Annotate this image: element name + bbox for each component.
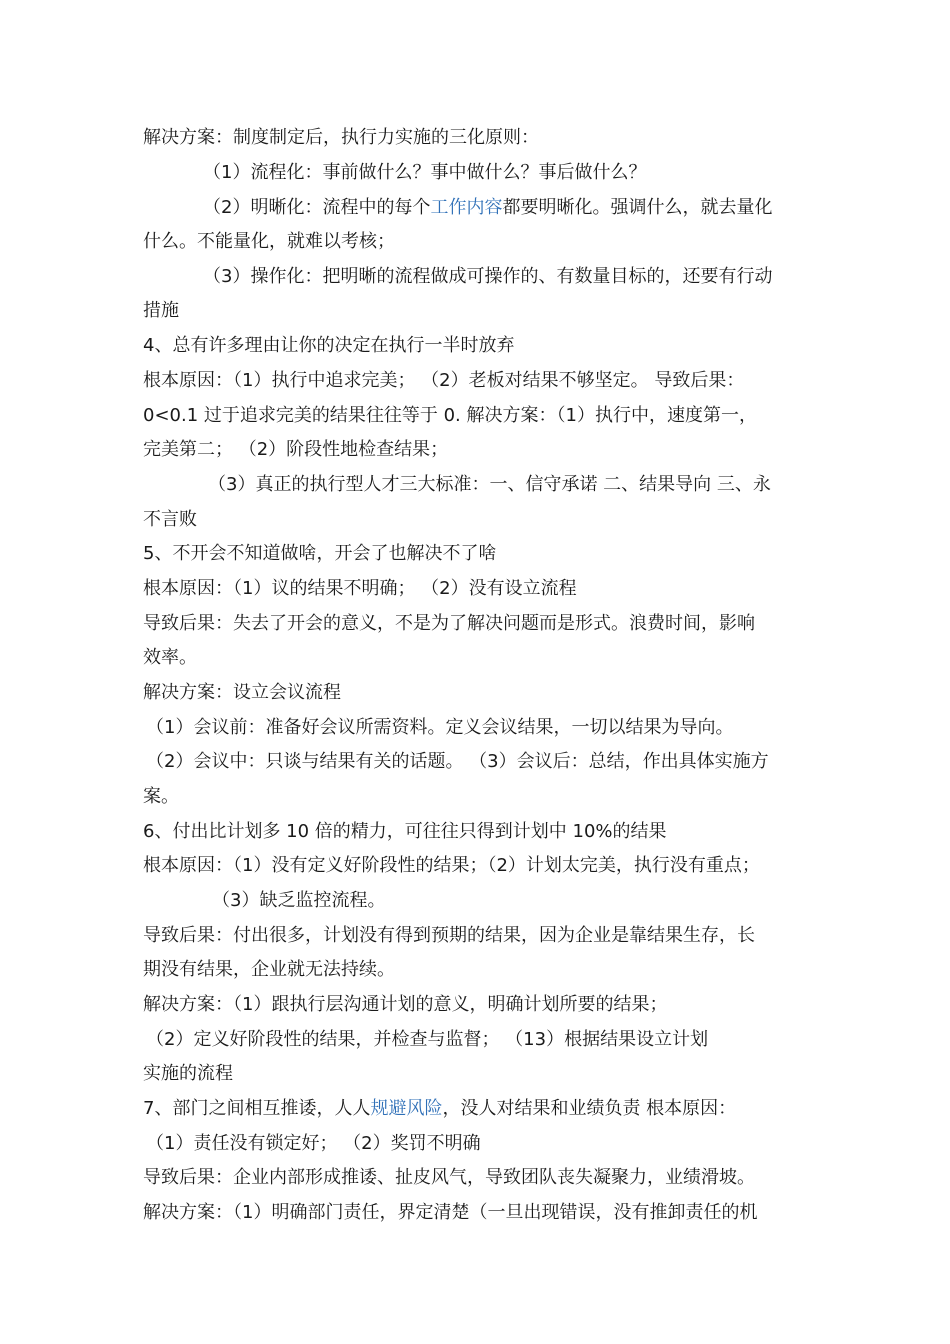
text-line: 根本原因：（1）执行中追求完美； （2）老板对结果不够坚定。 导致后果： — [143, 370, 745, 391]
keyword-link[interactable]: 工作内容 — [430, 197, 503, 218]
text-line: 措施 — [143, 300, 179, 321]
text-line: 导致后果：企业内部形成推诿、扯皮风气，导致团队丧失凝聚力，业绩滑坡。 — [143, 1167, 755, 1188]
text-line: 案。 — [143, 786, 179, 807]
text-line: （3）真正的执行型人才三大标准：一、信守承诺 二、结果导向 三、永 — [208, 474, 771, 495]
text-line: 不言败 — [143, 509, 197, 530]
text-line: （1）会议前：准备好会议所需资料。定义会议结果，一切以结果为导向。 — [146, 717, 734, 738]
text-line: 解决方案：（1）明确部门责任，界定清楚（一旦出现错误，没有推卸责任的机 — [143, 1202, 758, 1223]
text-line: 根本原因：（1）没有定义好阶段性的结果；（2）计划太完美，执行没有重点； — [143, 855, 760, 876]
text-segment: 7、部门之间相互推诿，人人 — [143, 1098, 371, 1119]
text-segment: （2）明晰化：流程中的每个 — [203, 197, 431, 218]
section-heading: 4、总有许多理由让你的决定在执行一半时放弃 — [143, 335, 515, 356]
text-line: 完美第二； （2）阶段性地检查结果； — [143, 439, 449, 460]
section-heading: 6、付出比计划多 10 倍的精力，可往往只得到计划中 10%的结果 — [143, 821, 667, 842]
text-segment: 都要明晰化。强调什么，就去量化 — [502, 197, 773, 218]
text-line: 期没有结果，企业就无法持续。 — [143, 959, 395, 980]
text-line: 解决方案：（1）跟执行层沟通计划的意义，明确计划所要的结果； — [143, 994, 668, 1015]
text-line: 导致后果：失去了开会的意义，不是为了解决问题而是形式。浪费时间，影响 — [143, 613, 755, 634]
text-line: （1）责任没有锁定好； （2）奖罚不明确 — [146, 1133, 481, 1154]
section-heading: 5、不开会不知道做啥，开会了也解决不了啥 — [143, 543, 497, 564]
section-heading — [143, 1097, 736, 1121]
text-line — [203, 196, 772, 220]
text-line: 0<0.1 过于追求完美的结果往往等于 0. 解决方案：（1）执行中，速度第一， — [143, 405, 757, 426]
text-line: （2）会议中：只谈与结果有关的话题。 （3）会议后：总结，作出具体实施方 — [146, 751, 769, 772]
text-line: 什么。不能量化，就难以考核； — [143, 231, 395, 252]
text-line: （3）操作化：把明晰的流程做成可操作的、有数量目标的，还要有行动 — [203, 266, 773, 287]
text-line: 解决方案：制度制定后，执行力实施的三化原则： — [143, 127, 539, 148]
text-line: 导致后果：付出很多，计划没有得到预期的结果，因为企业是靠结果生存，长 — [143, 925, 755, 946]
text-line: 根本原因：（1）议的结果不明确； （2）没有设立流程 — [143, 578, 577, 599]
keyword-link[interactable]: 规避风险 — [370, 1098, 443, 1119]
text-line: 解决方案：设立会议流程 — [143, 682, 341, 703]
text-line: 实施的流程 — [143, 1063, 233, 1084]
text-line: （2）定义好阶段性的结果，并检查与监督； （13）根据结果设立计划 — [146, 1029, 709, 1050]
text-line: （3）缺乏监控流程。 — [212, 890, 386, 911]
text-line: （1）流程化：事前做什么？事中做什么？事后做什么？ — [203, 162, 647, 183]
text-segment: ，没人对结果和业绩负责 根本原因： — [442, 1098, 737, 1119]
text-line: 效率。 — [143, 647, 197, 668]
